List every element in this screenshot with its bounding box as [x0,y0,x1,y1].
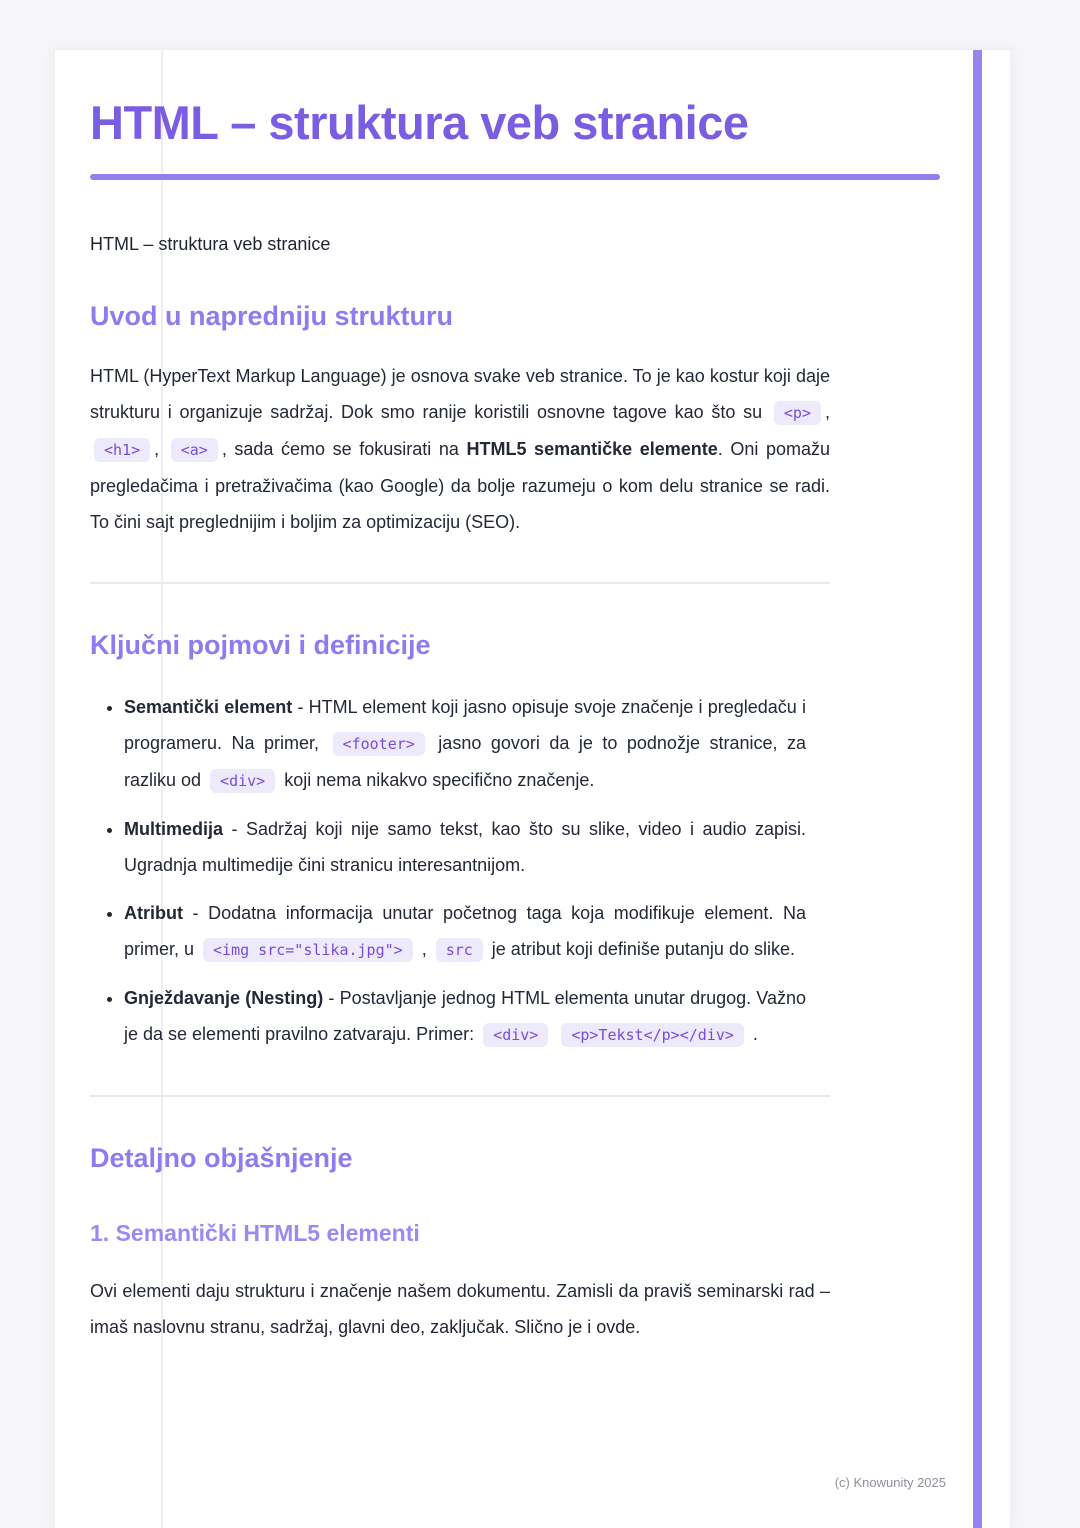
text-run: , sada ćemo se fokusirati na [221,439,467,460]
text-run: , [154,439,167,460]
inline-code-chip: <div> [483,1023,548,1047]
intro-paragraph [90,358,830,540]
document-subtitle: HTML – struktura veb stranice [90,234,331,255]
text-run: , [824,402,830,423]
inline-code-chip: <p> [774,401,821,425]
text-run: . Oni pomažu pregledačima i pretraživačima (kao Google) da bolje razumeju o kom delu stranice se radi. To čini sajt preglednijim i boljim za optimizaciju (SEO). [90,439,830,533]
terms-list [90,689,806,1053]
section-heading-intro: Uvod u napredniju strukturu [90,301,454,332]
term-list-item-gnjezdavanje [124,980,806,1053]
document-content [55,50,945,1345]
text-run: - Postavljanje jednog HTML elementa unutar drugog. Važno je da se elementi pravilno zatvaraju. Primer: [124,988,807,1045]
footer-copyright: (c) Knowunity 2025 [834,1475,946,1490]
inline-code-chip: <div> [210,769,275,793]
section-heading-terms: Ključni pojmovi i definicije [90,630,431,661]
text-run: Ovi elementi daju strukturu i značenje našem dokumentu. Zamisli da praviš seminarski rad – imaš naslovnu stranu, sadržaj, glavni deo, zaključak. Slično je i ovde. [90,1281,830,1338]
inline-code-chip: src [436,938,483,962]
subsection-heading-semanticki-html5: 1. Semantički HTML5 elementi [90,1220,420,1247]
text-run: jasno govori da je to podnožje stranice, za razliku od [124,733,806,791]
bold-term: Atribut [124,903,183,924]
text-run: . [747,1024,758,1045]
inline-code-chip: <p>Tekst</p></div> [561,1023,744,1047]
inline-code-chip: <h1> [94,438,150,462]
inline-code-chip: <footer> [333,732,425,756]
document-page [55,50,1010,1528]
section-divider [90,1095,830,1097]
inline-code-chip: <img src="slika.jpg"> [203,938,413,962]
text-run [552,1024,557,1044]
text-run: HTML (HyperText Markup Language) je osnova svake veb stranice. To je kao kostur koji daje strukturu i organizuje sadržaj. Dok smo ranije koristili osnovne tagove kao što su [90,366,830,423]
text-run: je atribut koji definiše putanju do slike. [486,939,795,960]
text-run: - Sadržaj koji nije samo tekst, kao što su slike, video i audio zapisi. Ugradnja multimedije čini stranicu interesantnijom. [124,819,806,876]
text-run: - Dodatna informacija unutar početnog taga koja modifikuje element. Na primer, u [124,903,806,960]
text-run: , [416,939,432,960]
page-title: HTML – struktura veb stranice [90,96,749,149]
detail-paragraph [90,1273,830,1345]
bold-term: HTML5 semantičke elemente [466,439,718,460]
section-heading-detail: Detaljno objašnjenje [90,1143,353,1174]
bold-term: Multimedija [124,819,224,840]
bold-term: Semantički element [124,697,293,718]
inline-code-chip: <a> [171,438,218,462]
title-underline-rule [90,174,940,180]
term-list-item-atribut [124,895,806,968]
text-run: - HTML element koji jasno opisuje svoje značenje i pregledaču i programeru. Na primer, [124,697,807,754]
bold-term: Gnježdavanje (Nesting) [124,988,324,1009]
right-accent-stripe [973,50,982,1528]
term-list-item-semanticki-element [124,689,806,799]
text-run: koji nema nikakvo specifično značenje. [279,770,595,791]
term-list-item-multimedija [124,811,806,883]
section-divider [90,582,830,584]
